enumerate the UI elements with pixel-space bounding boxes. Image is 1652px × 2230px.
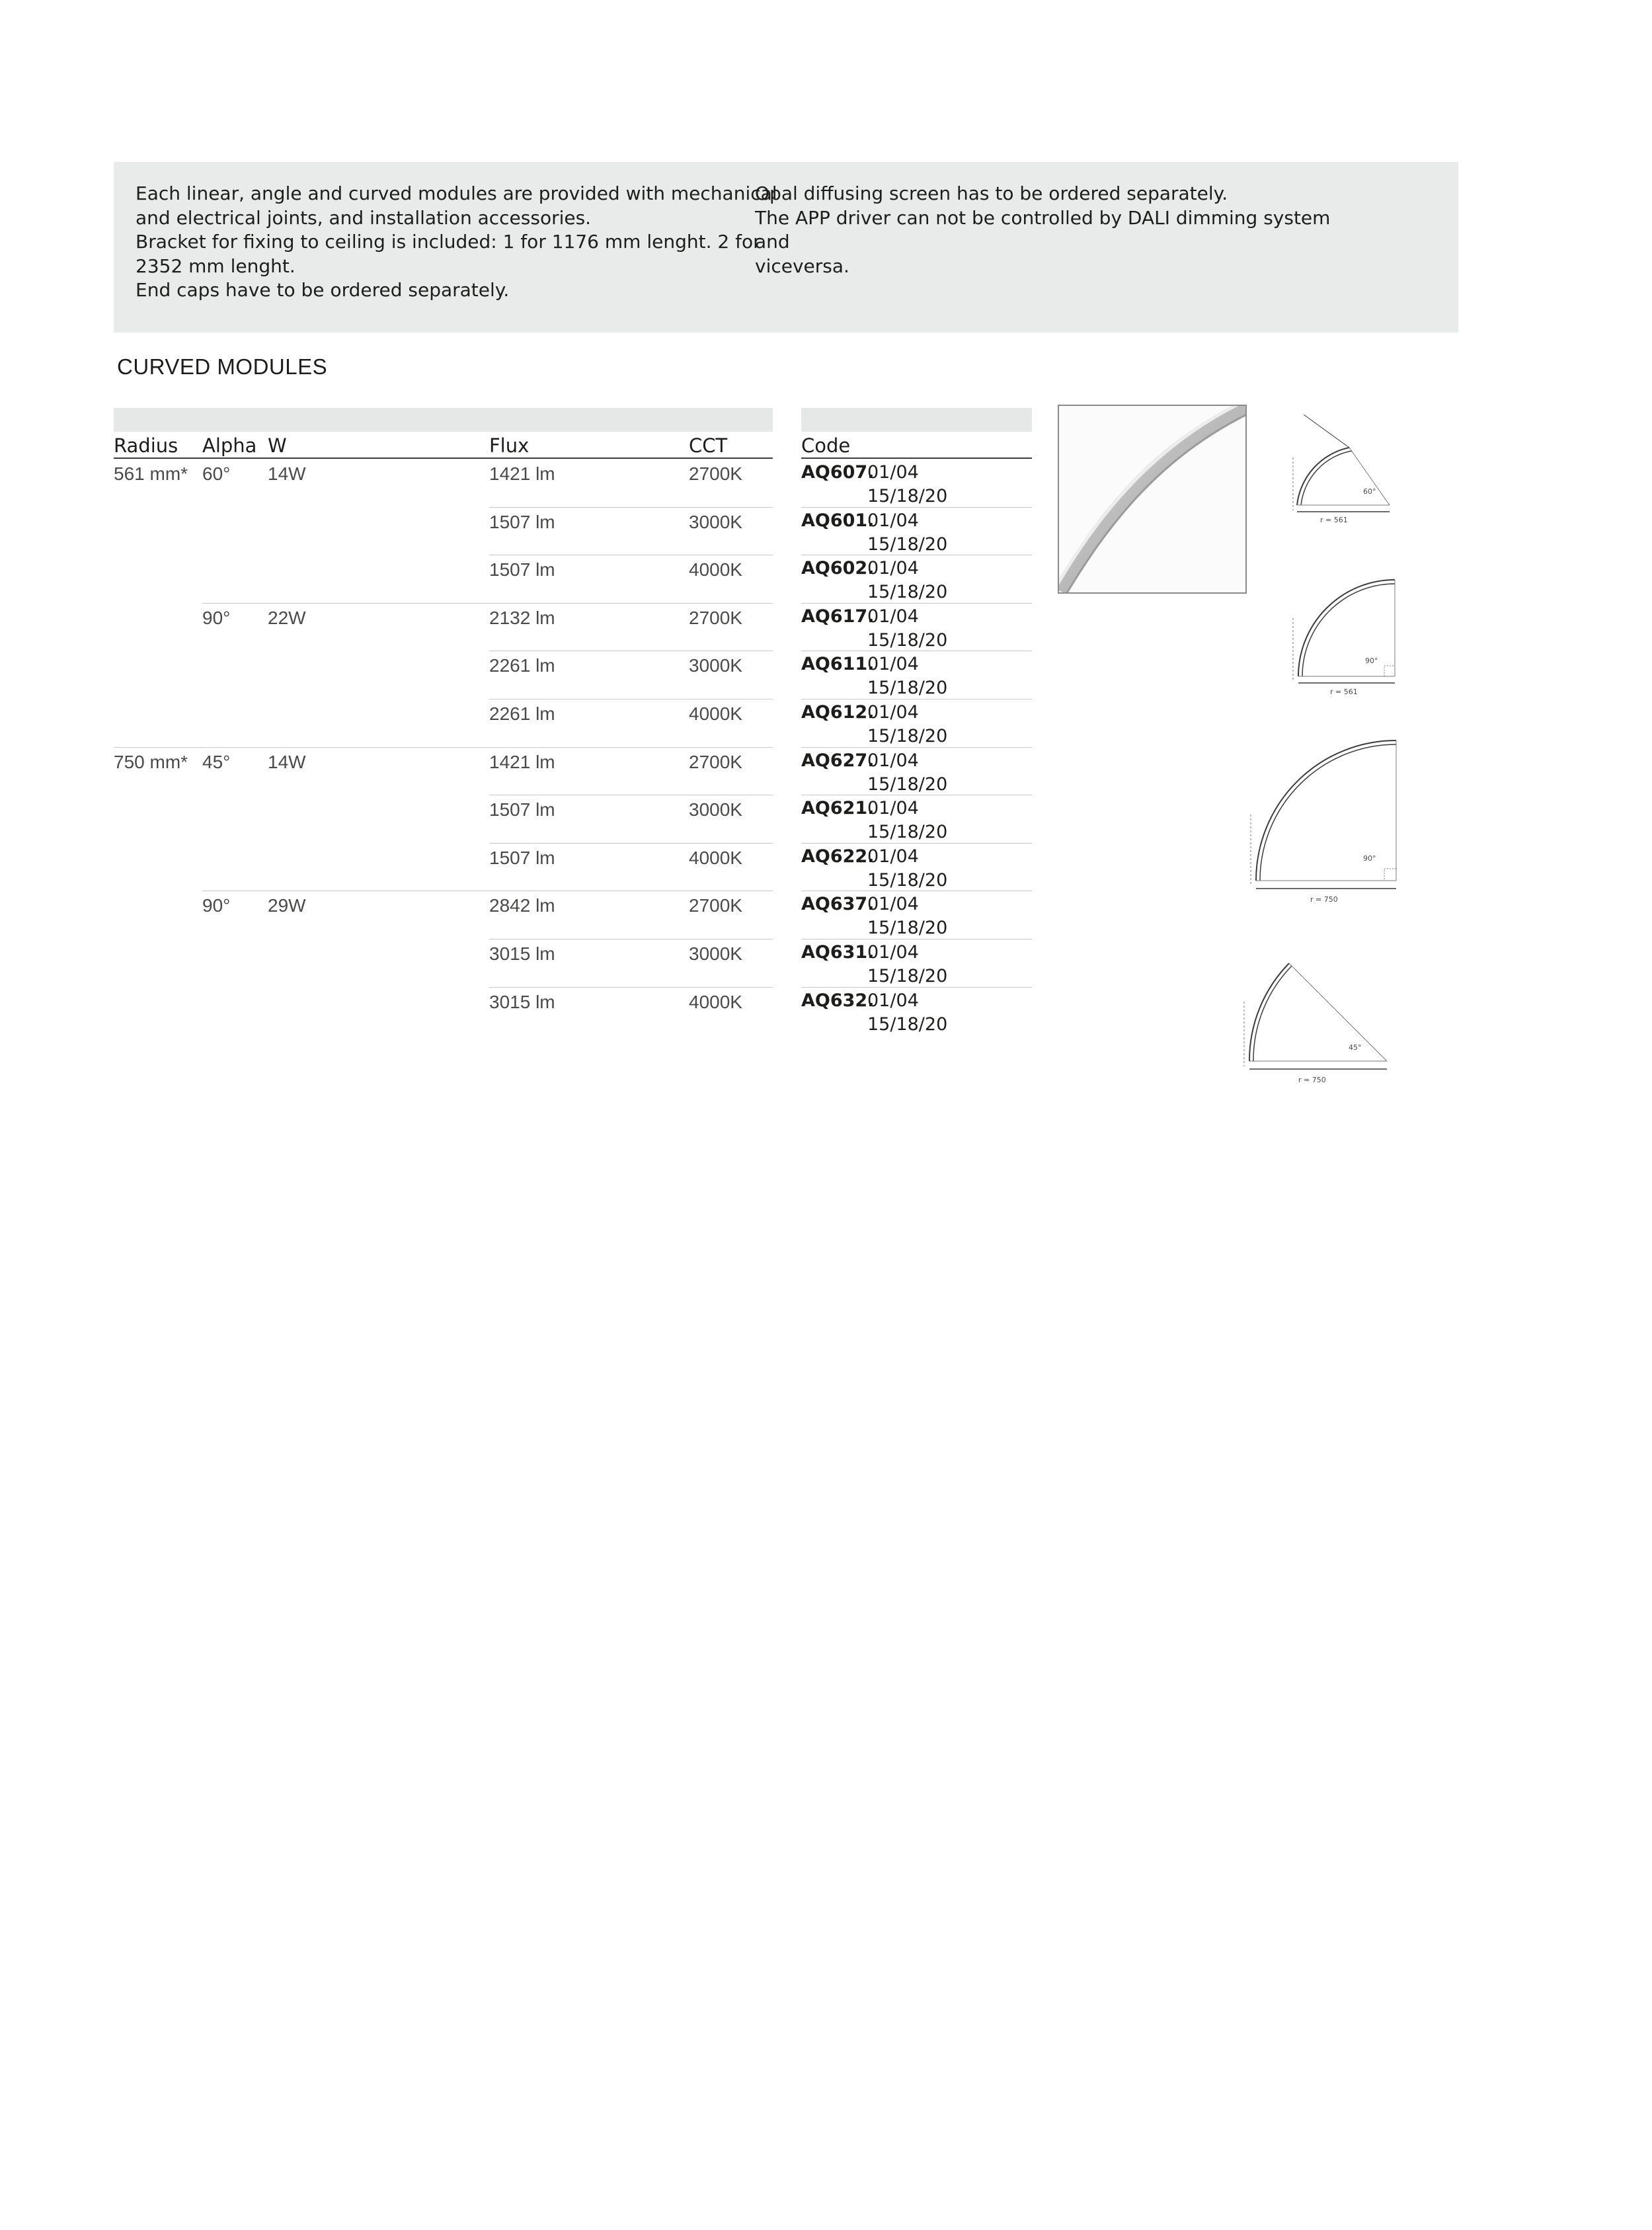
diagram-angle-label: 90° xyxy=(1365,657,1378,665)
info-line: The APP driver can not be controlled by DALI dimming system and xyxy=(755,206,1331,253)
cell-radius: 750 mm* xyxy=(114,751,188,772)
cell-w: 22W xyxy=(268,607,306,628)
code-row-separator xyxy=(801,987,1032,988)
cell-cct: 2700K xyxy=(689,895,742,916)
cell-flux: 1507 lm xyxy=(489,799,555,820)
info-line: Each linear, angle and curved modules are provided with mechanical xyxy=(136,182,777,204)
diagram-90-degree-561 xyxy=(1284,565,1404,701)
product-code xyxy=(801,846,1039,894)
diagram-angle-label: 90° xyxy=(1363,854,1376,863)
product-code xyxy=(801,893,1039,941)
cell-flux: 1507 lm xyxy=(489,511,555,532)
cell-alpha: 60° xyxy=(202,463,231,484)
diagram-radius-label: r = 750 xyxy=(1310,895,1338,904)
info-line: and electrical joints, and installation accessories. xyxy=(136,206,592,229)
product-code xyxy=(801,701,1039,750)
cell-alpha: 90° xyxy=(202,607,231,628)
code-row-separator xyxy=(801,747,1032,748)
code-finish: 15/18/20 xyxy=(867,869,948,891)
code-number: AQ611. xyxy=(801,654,875,675)
cell-alpha: 90° xyxy=(202,895,231,916)
cell-alpha: 45° xyxy=(202,751,231,772)
cell-flux: 2261 lm xyxy=(489,655,555,676)
cell-flux: 1421 lm xyxy=(489,751,555,772)
code-number: AQ617. xyxy=(801,606,875,627)
code-finish: 15/18/20 xyxy=(867,629,948,651)
diagram-radius-label: r = 561 xyxy=(1320,516,1348,524)
product-code xyxy=(801,461,1039,510)
code-finish: 01/04 xyxy=(867,750,919,771)
code-number: AQ601. xyxy=(801,510,875,531)
product-code xyxy=(801,653,1039,701)
product-photo xyxy=(1058,405,1247,594)
cell-cct: 2700K xyxy=(689,751,742,772)
info-left-column xyxy=(136,182,856,303)
code-finish: 01/04 xyxy=(867,702,919,723)
row-separator xyxy=(489,507,773,508)
info-right-column xyxy=(755,182,1350,278)
code-finish: 01/04 xyxy=(867,558,919,579)
code-number: AQ622. xyxy=(801,846,875,867)
cell-flux: 1507 lm xyxy=(489,559,555,580)
product-code xyxy=(801,750,1039,798)
row-separator xyxy=(114,747,773,748)
code-number: AQ631. xyxy=(801,942,875,963)
cell-flux: 2261 lm xyxy=(489,703,555,724)
row-separator xyxy=(202,603,773,604)
cell-cct: 4000K xyxy=(689,847,742,868)
code-finish: 15/18/20 xyxy=(867,486,948,506)
header-rule xyxy=(114,458,773,459)
info-line: viceversa. xyxy=(755,255,849,277)
cell-flux: 1507 lm xyxy=(489,847,555,868)
code-header-band xyxy=(801,408,1032,432)
header-radius: Radius xyxy=(114,434,178,457)
cell-w: 14W xyxy=(268,463,306,484)
code-finish: 01/04 xyxy=(867,798,919,819)
header-flux: Flux xyxy=(489,434,530,457)
code-finish: 15/18/20 xyxy=(867,822,948,843)
code-finish: 01/04 xyxy=(867,654,919,675)
info-box xyxy=(114,162,1458,333)
code-row-separator xyxy=(801,603,1032,604)
cell-cct: 3000K xyxy=(689,511,742,532)
code-finish: 01/04 xyxy=(867,990,919,1011)
cell-flux: 2132 lm xyxy=(489,607,555,628)
code-finish: 15/18/20 xyxy=(867,582,948,603)
product-code xyxy=(801,557,1039,606)
code-finish: 01/04 xyxy=(867,606,919,627)
curved-module-image xyxy=(1059,406,1245,592)
cell-cct: 4000K xyxy=(689,991,742,1012)
product-code xyxy=(801,941,1039,990)
code-number: AQ632. xyxy=(801,990,875,1011)
info-line: End caps have to be ordered separately. xyxy=(136,279,510,301)
header-w: W xyxy=(268,434,287,457)
diagram-45-degree xyxy=(1238,942,1396,1091)
diagram-radius-label: r = 561 xyxy=(1330,688,1358,696)
cell-flux: 3015 lm xyxy=(489,991,555,1012)
code-finish: 01/04 xyxy=(867,510,919,531)
product-code xyxy=(801,990,1039,1038)
cell-flux: 2842 lm xyxy=(489,895,555,916)
code-finish: 15/18/20 xyxy=(867,726,948,746)
product-code xyxy=(801,606,1039,654)
diagram-90-degree-750 xyxy=(1244,729,1406,914)
header-alpha: Alpha xyxy=(202,434,257,457)
diagram-60-degree xyxy=(1284,411,1409,530)
code-finish: 15/18/20 xyxy=(867,678,948,699)
diagram-angle-label: 45° xyxy=(1349,1043,1362,1052)
code-finish: 01/04 xyxy=(867,462,919,483)
cell-cct: 4000K xyxy=(689,559,742,580)
code-number: AQ627. xyxy=(801,750,875,771)
cell-cct: 3000K xyxy=(689,943,742,964)
cell-w: 14W xyxy=(268,751,306,772)
code-finish: 15/18/20 xyxy=(867,966,948,986)
code-finish: 01/04 xyxy=(867,894,919,915)
cell-w: 29W xyxy=(268,895,306,916)
row-separator xyxy=(489,843,773,844)
cell-cct: 4000K xyxy=(689,703,742,724)
info-line: Bracket for fixing to ceiling is included: 1 for 1176 mm lenght. 2 for xyxy=(136,231,761,253)
product-code xyxy=(801,510,1039,558)
cell-radius: 561 mm* xyxy=(114,463,188,484)
info-line: Opal diffusing screen has to be ordered separately. xyxy=(755,182,1228,204)
diagram-angle-label: 60° xyxy=(1363,487,1376,496)
cell-cct: 2700K xyxy=(689,607,742,628)
code-number: AQ637. xyxy=(801,894,875,915)
header-code: Code xyxy=(801,434,851,457)
header-cct: CCT xyxy=(689,434,728,457)
cell-cct: 3000K xyxy=(689,799,742,820)
code-finish: 01/04 xyxy=(867,846,919,867)
code-number: AQ612. xyxy=(801,702,875,723)
code-finish: 15/18/20 xyxy=(867,1014,948,1035)
code-header-rule xyxy=(801,458,1032,459)
section-title: CURVED MODULES xyxy=(117,354,328,379)
table-header-band xyxy=(114,408,773,432)
code-row-separator xyxy=(801,843,1032,844)
cell-flux: 3015 lm xyxy=(489,943,555,964)
cell-flux: 1421 lm xyxy=(489,463,555,484)
code-finish: 15/18/20 xyxy=(867,918,948,939)
product-code xyxy=(801,797,1039,846)
cell-cct: 3000K xyxy=(689,655,742,676)
code-finish: 15/18/20 xyxy=(867,534,948,555)
cell-cct: 2700K xyxy=(689,463,742,484)
code-number: AQ602. xyxy=(801,558,875,579)
code-finish: 15/18/20 xyxy=(867,774,948,795)
diagram-radius-label: r = 750 xyxy=(1298,1076,1326,1084)
code-number: AQ621. xyxy=(801,798,875,819)
row-separator xyxy=(489,987,773,988)
code-number: AQ607. xyxy=(801,462,875,483)
code-finish: 01/04 xyxy=(867,942,919,963)
info-line: 2352 mm lenght. xyxy=(136,255,295,277)
code-row-separator xyxy=(801,507,1032,508)
